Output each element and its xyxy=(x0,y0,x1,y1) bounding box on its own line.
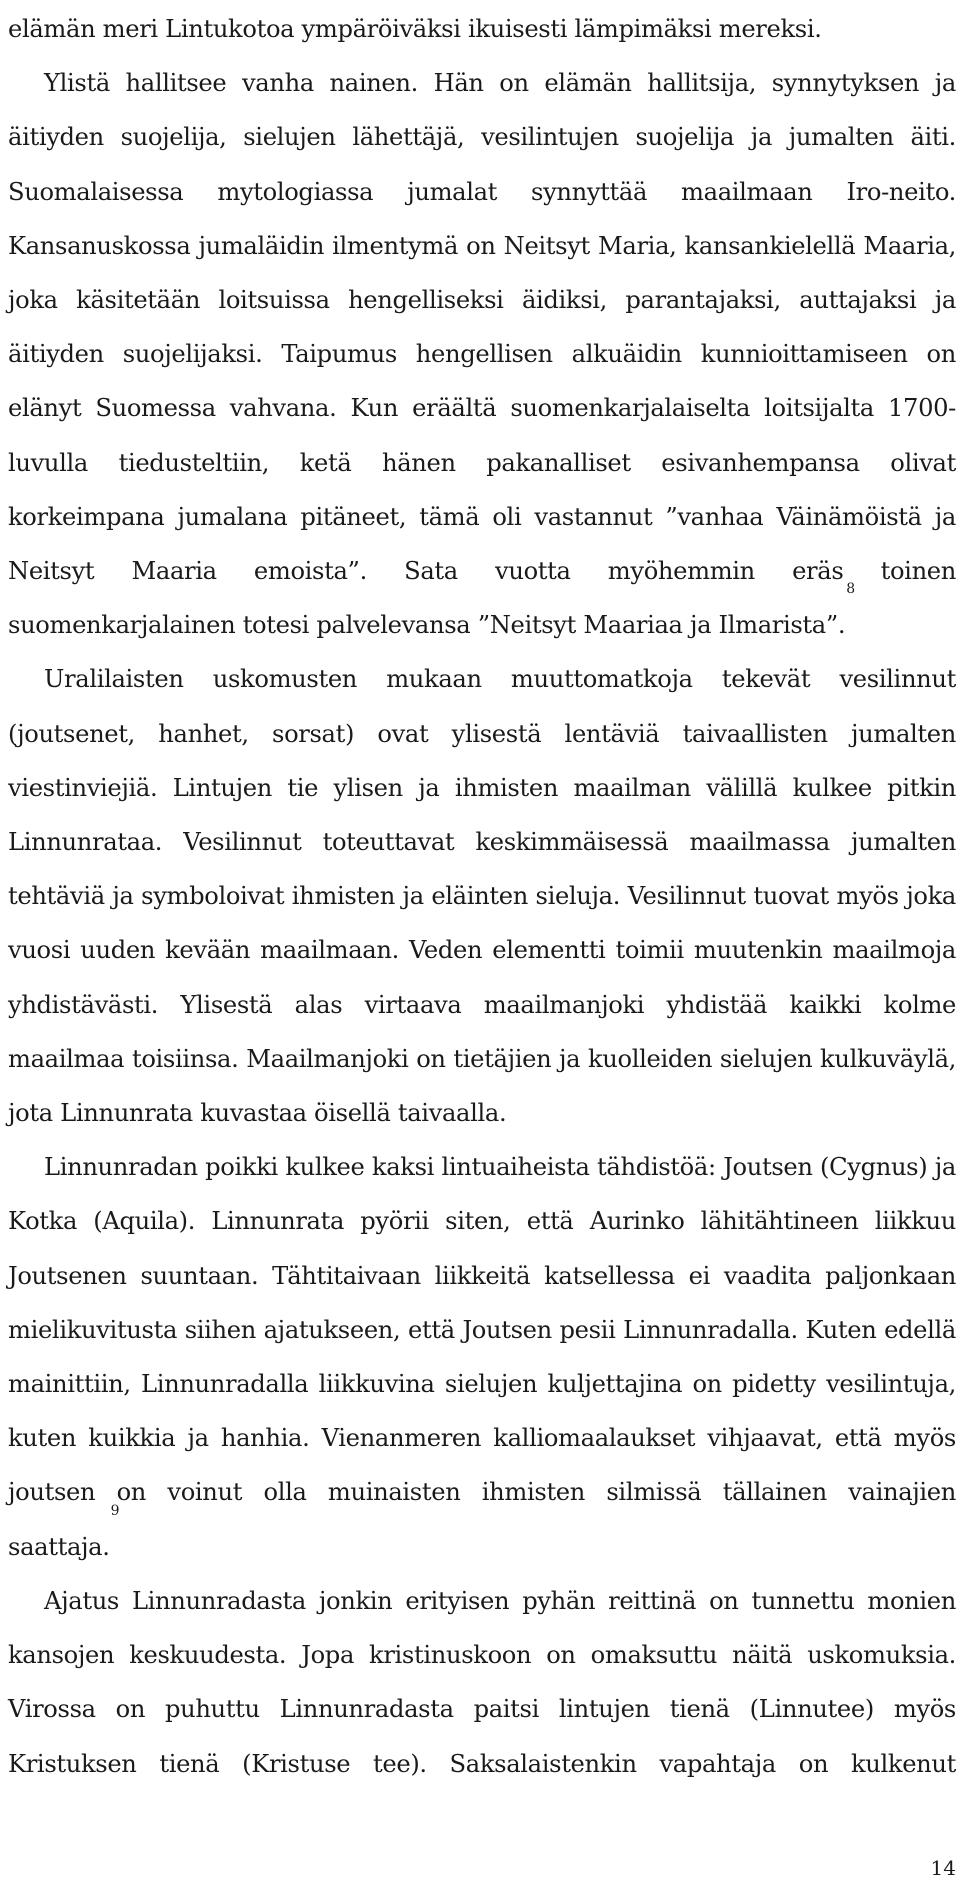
paragraph-text: Uralilaisten uskomusten mukaan muuttomatkoja tekevät vesilinnut (joutsenet, hanhet, sorsat) ovat ylisestä lentäviä taivaallisten jumalten viestinviejiä. Lintujen tie ylisen ja ihmisten maailman välillä kulkee pitkin Linnunrataa. Vesilinnut toteuttavat keskimmäisessä maailmassa jumalten tehtäviä ja symboloivat ihmisten ja eläinten sieluja. Vesilinnut tuovat myös joka vuosi uuden kevään maailmaan. Veden elementti toimii muutenkin maailmoja yhdistävästi. Ylisestä alas virtaava maailmanjoki yhdistää kaikki kolme maailmaa toisiinsa. Maailmanjoki on tietäjien ja kuolleiden sielujen kulkuväylä, jota Linnunrata kuvastaa öisellä taivaalla. xyxy=(8,665,956,1128)
paragraph-text: Ajatus Linnunradasta jonkin erityisen pyhän reittinä on tunnettu monien kansojen keskuudesta. Jopa kristinuskoon on omaksuttu näitä uskomuksia. Virossa on puhuttu Linnunradasta paitsi lintujen tienä (Linnutee) myös Kristuksen tienä (Kristuse tee). Saksalaistenkin vapahtaja on kulkenut xyxy=(8,1586,956,1778)
footnote-marker: 9 xyxy=(110,1502,120,1519)
paragraph-text: Ylistä hallitsee vanha nainen. Hän on elämän hallitsija, synnytyksen ja äitiyden suojelija, sielujen lähettäjä, vesilintujen suojelija ja jumalten äiti. Suomalaisessa mytologiassa jumalat synnyttää maailmaan Iro-neito. Kansanuskossa jumaläidin ilmentymä on Neitsyt Maria, kansankielellä Maaria, joka käsitetään loitsuissa hengelliseksi äidiksi, parantajaksi, auttajaksi ja äitiyden suojelijaksi. Taipumus hengellisen alkuäidin kunnioittamiseen on elänyt Suomessa vahvana. Kun eräältä suomenkarjalaiselta loitsijalta 1700-luvulla tiedusteltiin, ketä hänen pakanalliset esivanhempansa olivat korkeimpana jumalana pitäneet, tämä oli vastannut ”vanhaa Väinämöistä ja Neitsyt Maaria emoista”. Sata vuotta myöhemmin eräs toinen suomenkarjalainen totesi palvelevansa ”Neitsyt Maariaa ja Ilmarista”. xyxy=(8,69,956,640)
paragraph-text: elämän meri Lintukotoa ympäröiväksi ikuisesti lämpimäksi mereksi. xyxy=(8,15,822,43)
body-text xyxy=(8,2,956,1791)
paragraph-milky-way-route xyxy=(8,1574,956,1791)
paragraph-waterbirds xyxy=(8,652,956,1140)
paragraph-text: Linnunradan poikki kulkee kaksi lintuaiheista tähdistöä: Joutsen (Cygnus) ja Kotka (Aquila). Linnunrata pyörii siten, että Aurinko lähitähtineen liikkuu Joutsenen suuntaan. Tähtitaivaan liikkeitä katsellessa ei vaadita paljonkaan mielikuvitusta siihen ajatukseen, että Joutsen pesii Linnunradalla. Kuten edellä mainittiin, Linnunradalla liikkuvina sielujen kuljettajina on pidetty vesilintuja, kuten kuikkia ja hanhia. Vienanmeren kalliomaalaukset vihjaavat, että myös joutsen on voinut olla muinaisten ihmisten silmissä tällainen vainajien saattaja. xyxy=(8,1153,956,1561)
paragraph-mother-goddess xyxy=(8,56,956,652)
paragraph-continuation xyxy=(8,2,956,56)
footnote-marker: 8 xyxy=(846,581,855,598)
page-number: 14 xyxy=(930,1856,956,1880)
paragraph-constellations xyxy=(8,1140,956,1574)
document-page xyxy=(8,0,956,1895)
